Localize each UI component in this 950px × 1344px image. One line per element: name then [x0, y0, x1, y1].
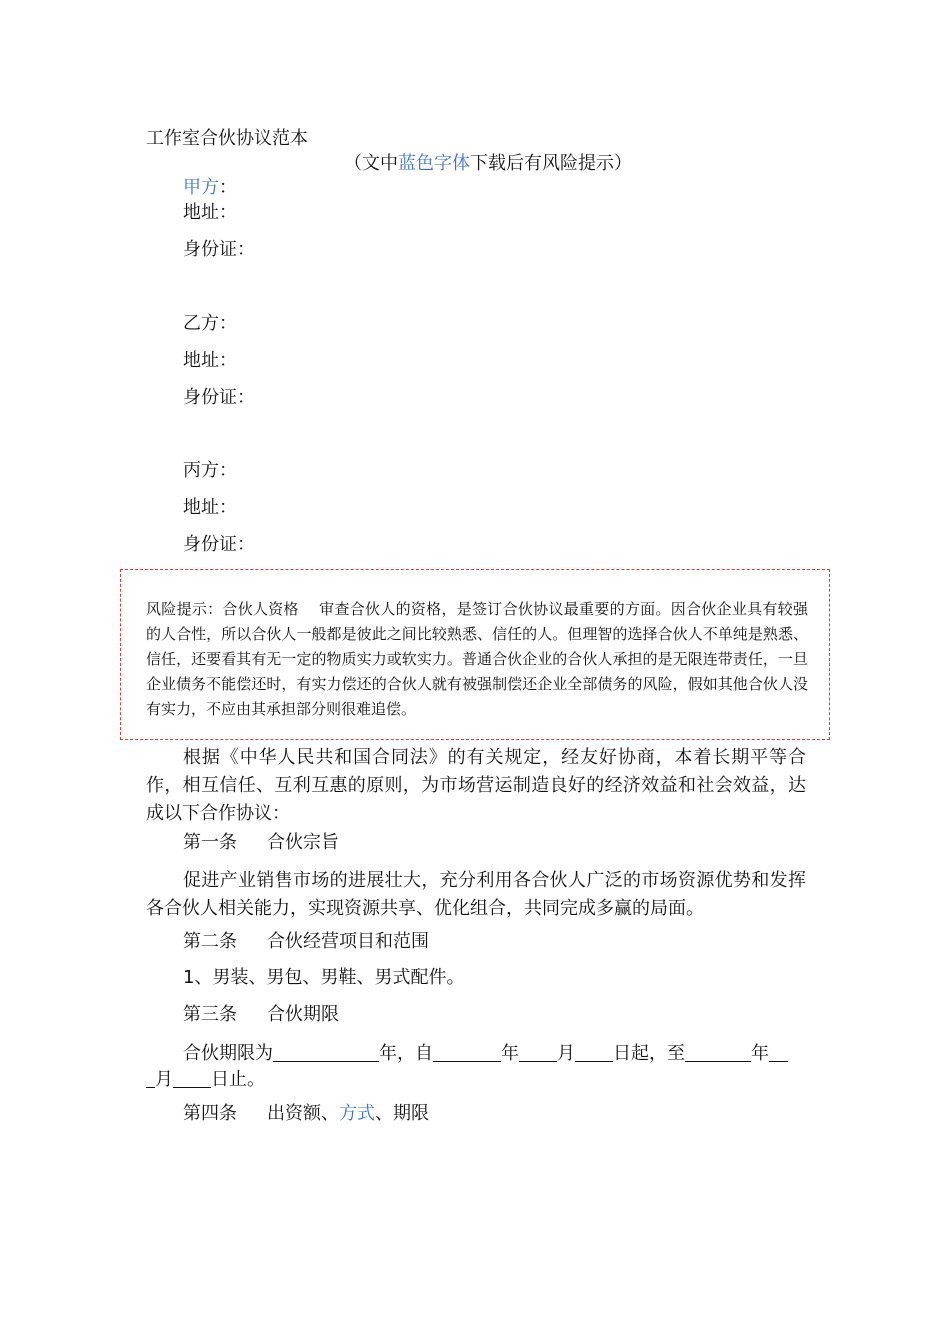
party-b-id: 身份证： [183, 387, 255, 408]
end-day-blank[interactable] [173, 1069, 211, 1088]
party-b-address: 地址： [183, 350, 237, 371]
document-subtitle [344, 155, 632, 173]
article-1-number: 第一条 [183, 832, 237, 853]
article-4-title-suffix: 、期限 [375, 1103, 429, 1124]
term-years-blank[interactable] [273, 1043, 379, 1062]
start-month-unit: 月 [557, 1043, 575, 1064]
start-day-blank[interactable] [575, 1043, 613, 1062]
start-year-unit: 年 [501, 1043, 519, 1064]
intro-paragraph: 根据《中华人民共和国合同法》的有关规定，经友好协商，本着长期平等合作，相互信任、互利互惠的原则，为市场营运制造良好的经济效益和社会效益，达成以下合作协议： [146, 747, 806, 824]
article-2-item-1-number: 1 [183, 967, 195, 988]
subtitle-prefix: （文中 [344, 153, 398, 174]
end-month-blank-part-1[interactable] [769, 1043, 788, 1062]
end-year-blank[interactable] [685, 1043, 751, 1062]
article-4-heading [183, 1105, 429, 1123]
article-4-title-prefix: 出资额、 [267, 1103, 339, 1124]
article-4-number: 第四条 [183, 1103, 237, 1124]
article-1-title: 合伙宗旨 [267, 832, 339, 853]
article-1-body: 促进产业销售市场的进展壮大，充分利用各合伙人广泛的市场资源优势和发挥各合伙人相关能力，实现资源共享、优化组合，共同完成多赢的局面。 [146, 870, 806, 919]
article-3-term-line-1 [183, 1043, 788, 1063]
end-month-unit: 月 [155, 1069, 173, 1090]
article-2-item-1 [183, 969, 464, 987]
party-b-label: 乙方： [183, 313, 237, 334]
article-2-number: 第二条 [183, 931, 237, 952]
article-4-title-blue-link[interactable]: 方式 [339, 1103, 375, 1124]
article-3-term-line-2 [146, 1069, 265, 1089]
term-label: 合伙期限为 [183, 1043, 273, 1064]
party-c-label: 丙方： [183, 460, 237, 481]
party-a-line [183, 179, 237, 197]
party-a-address: 地址： [183, 202, 237, 223]
subtitle-suffix: 下载后有风险提示） [470, 153, 632, 174]
article-3-number: 第三条 [183, 1004, 237, 1025]
party-a-colon: ： [219, 177, 237, 198]
start-month-blank[interactable] [519, 1043, 557, 1062]
article-2-item-1-text: 、男装、男包、男鞋、男式配件。 [194, 967, 465, 988]
term-year-unit: 年，自 [379, 1043, 433, 1064]
article-3-heading [183, 1006, 339, 1024]
end-month-blank-part-2[interactable] [146, 1069, 155, 1088]
risk-warning-text: 风险提示：合伙人资格 审查合伙人的资格，是签订合伙协议最重要的方面。因合伙企业具有较强的人合性，所以合伙人一般都是彼此之间比较熟悉、信任的人。但理智的选择合伙人不单纯是熟悉、信任，还要看其有无一定的物质实力或软实力。普通合伙企业的合伙人承担的是无限连带责任，一旦企业债务不能偿还时，有实力偿还的合伙人就有被强制偿还企业全部债务的风险，假如其他合伙人没有实力，不应由其承担部分则很难追偿。 [146, 600, 808, 718]
article-2-title: 合伙经营项目和范围 [267, 931, 429, 952]
start-day-unit: 日起，至 [613, 1043, 685, 1064]
subtitle-blue-link[interactable]: 蓝色字体 [398, 153, 470, 174]
end-day-unit: 日止。 [211, 1069, 265, 1090]
article-3-title: 合伙期限 [267, 1004, 339, 1025]
end-year-unit: 年 [751, 1043, 769, 1064]
start-year-blank[interactable] [433, 1043, 501, 1062]
document-title: 工作室合伙协议范本 [146, 128, 308, 149]
article-2-heading [183, 933, 429, 951]
party-c-id: 身份证： [183, 534, 255, 555]
party-a-id: 身份证： [183, 239, 255, 260]
party-a-label[interactable]: 甲方 [183, 177, 219, 198]
party-c-address: 地址： [183, 497, 237, 518]
article-1-heading [183, 834, 339, 852]
